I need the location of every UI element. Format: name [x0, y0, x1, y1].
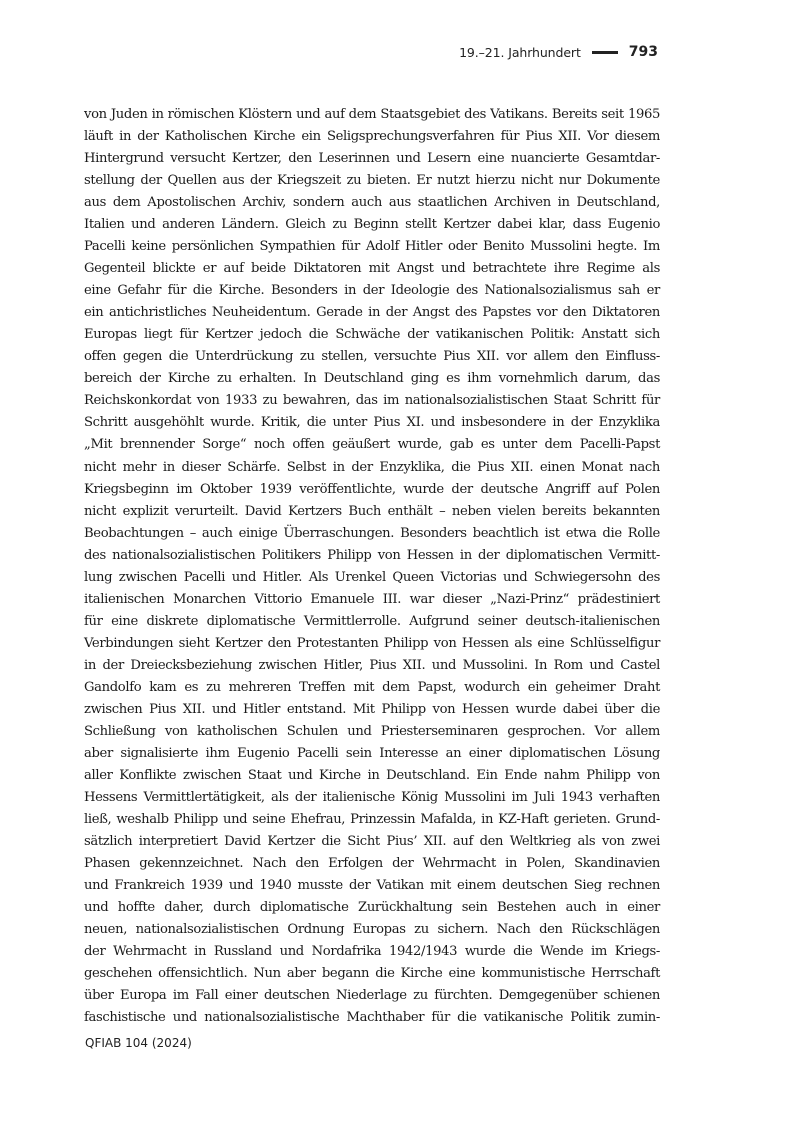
- text-line: Reichskonkordat von 1933 zu bewahren, das im nationalsozialistischen Staat Schritt für: [84, 393, 660, 409]
- text-line: Verbindungen sieht Kertzer den Protestanten Philipp von Hessen als eine Schlüsselfigur: [84, 635, 660, 651]
- text-line: nicht mehr in dieser Schärfe. Selbst in der Enzyklika, die Pius XII. einen Monat nach: [84, 459, 660, 475]
- body-paragraph: [84, 104, 660, 1029]
- text-line: stellung der Quellen aus der Kriegszeit zu bieten. Er nutzt hierzu nicht nur Dokumente: [84, 173, 660, 189]
- text-line: Phasen gekennzeichnet. Nach den Erfolgen der Wehrmacht in Polen, Skandinavien: [84, 856, 660, 872]
- running-head-section: 19.–21. Jahrhundert: [459, 44, 581, 60]
- text-line: italienischen Monarchen Vittorio Emanuele III. war dieser „Nazi-Prinz“ prädestiniert: [84, 591, 660, 607]
- text-line: Pacelli keine persönlichen Sympathien für Adolf Hitler oder Benito Mussolini hegte. Im: [84, 239, 660, 255]
- text-line: in der Dreiecksbeziehung zwischen Hitler, Pius XII. und Mussolini. In Rom und Castel: [84, 657, 660, 673]
- text-line: Schließung von katholischen Schulen und Priesterseminaren gesprochen. Vor allem: [84, 723, 660, 739]
- text-line: ein antichristliches Neuheidentum. Gerade in der Angst des Papstes vor den Diktatoren: [84, 305, 660, 321]
- text-line: „Mit brennender Sorge“ noch offen geäußert wurde, gab es unter dem Pacelli-Papst: [84, 437, 660, 453]
- text-line: Gegenteil blickte er auf beide Diktatoren mit Angst und betrachtete ihre Regime als: [84, 261, 660, 277]
- text-line: aller Konflikte zwischen Staat und Kirche in Deutschland. Ein Ende nahm Philipp von: [84, 767, 660, 783]
- text-line: Italien und anderen Ländern. Gleich zu Beginn stellt Kertzer dabei klar, dass Eugenio: [84, 217, 660, 233]
- text-line: Hintergrund versucht Kertzer, den Leserinnen und Lesern eine nuancierte Gesamtdar-: [84, 151, 660, 167]
- text-line: sätzlich interpretiert David Kertzer die Sicht Pius’ XII. auf den Weltkrieg als von zwei: [84, 834, 660, 850]
- text-line: und hoffte daher, durch diplomatische Zurückhaltung sein Bestehen auch in einer: [84, 900, 660, 916]
- text-line: zwischen Pius XII. und Hitler entstand. Mit Philipp von Hessen wurde dabei über die: [84, 701, 660, 717]
- text-line: Hessens Vermittlertätigkeit, als der italienische König Mussolini im Juli 1943 verhaften: [84, 789, 660, 805]
- text-line: offen gegen die Unterdrückung zu stellen, versuchte Pius XII. vor allem den Einfluss-: [84, 349, 660, 365]
- text-line: Beobachtungen – auch einige Überraschungen. Besonders beachtlich ist etwa die Rolle: [84, 525, 660, 541]
- text-line: faschistische und nationalsozialistische Machthaber für die vatikanische Politik zumin-: [84, 1010, 660, 1026]
- text-line: Europas liegt für Kertzer jedoch die Schwäche der vatikanischen Politik: Anstatt sich: [84, 327, 660, 343]
- text-line: eine Gefahr für die Kirche. Besonders in der Ideologie des Nationalsozialismus sah er: [84, 283, 660, 299]
- text-line: aber signalisierte ihm Eugenio Pacelli sein Interesse an einer diplomatischen Lösung: [84, 745, 660, 761]
- text-line: neuen, nationalsozialistischen Ordnung Europas zu sichern. Nach den Rückschlägen: [84, 922, 660, 938]
- text-line: geschehen offensichtlich. Nun aber begann die Kirche eine kommunistische Herrschaft: [84, 966, 660, 982]
- text-line: nicht explizit verurteilt. David Kertzers Buch enthält – neben vielen bereits bekannten: [84, 503, 660, 519]
- text-line: der Wehrmacht in Russland und Nordafrika 1942/1943 wurde die Wende im Kriegs-: [84, 944, 660, 960]
- text-line: und Frankreich 1939 und 1940 musste der Vatikan mit einem deutschen Sieg rechnen: [84, 878, 660, 894]
- text-line: Gandolfo kam es zu mehreren Treffen mit dem Papst, wodurch ein geheimer Draht: [84, 679, 660, 695]
- text-line: ließ, weshalb Philipp und seine Ehefrau, Prinzessin Mafalda, in KZ-Haft gerieten. Grund-: [84, 812, 660, 827]
- page-number: 793: [628, 44, 658, 60]
- text-line: bereich der Kirche zu erhalten. In Deutschland ging es ihm vornehmlich darum, das: [84, 371, 660, 387]
- footer-journal: QFIAB 104 (2024): [85, 1036, 192, 1050]
- text-line: Kriegsbeginn im Oktober 1939 veröffentlichte, wurde der deutsche Angriff auf Polen: [84, 481, 660, 497]
- text-line: von Juden in römischen Klöstern und auf dem Staatsgebiet des Vatikans. Bereits seit 1965: [84, 107, 660, 122]
- text-line: lung zwischen Pacelli und Hitler. Als Urenkel Queen Victorias und Schwiegersohn des: [84, 569, 660, 585]
- text-line: Schritt ausgehöhlt wurde. Kritik, die unter Pius XI. und insbesondere in der Enzyklika: [84, 415, 660, 431]
- text-line: über Europa im Fall einer deutschen Niederlage zu fürchten. Demgegenüber schienen: [84, 988, 660, 1004]
- text-line: läuft in der Katholischen Kirche ein Seligsprechungsverfahren für Pius XII. Vor diesem: [84, 129, 660, 145]
- text-line: für eine diskrete diplomatische Vermittlerrolle. Aufgrund seiner deutsch-italienischen: [84, 613, 660, 629]
- running-head-rule: [592, 51, 618, 54]
- running-head: [459, 44, 658, 60]
- text-line: aus dem Apostolischen Archiv, sondern auch aus staatlichen Archiven in Deutschland,: [84, 195, 660, 211]
- text-line: des nationalsozialistischen Politikers Philipp von Hessen in der diplomatischen Vermitt-: [84, 547, 660, 563]
